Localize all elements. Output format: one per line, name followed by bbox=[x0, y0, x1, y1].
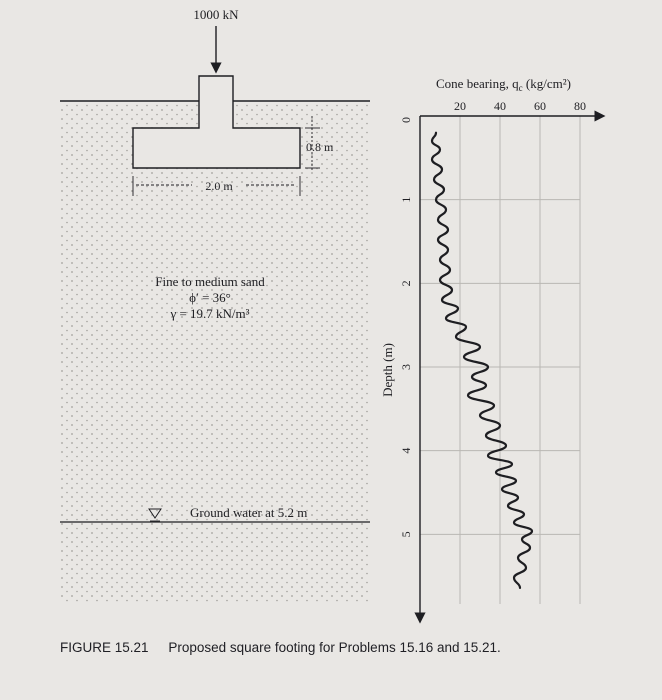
y-tick-label-0: 0 bbox=[399, 117, 413, 123]
width-label: 2.0 m bbox=[205, 179, 233, 193]
phi-label: ϕ′ = 36° bbox=[189, 290, 231, 305]
cone-bearing-chart bbox=[380, 76, 600, 618]
figure-number: FIGURE 15.21 bbox=[60, 640, 149, 655]
chart-ticks bbox=[399, 99, 586, 537]
y-tick-label-5: 5 bbox=[399, 531, 413, 538]
chart-title: Cone bearing, $q_c$ (kg/cm²) bbox=[436, 76, 571, 93]
y-tick-label-3: 3 bbox=[399, 364, 413, 370]
chart-series bbox=[432, 133, 532, 588]
y-axis-label: Depth (m) bbox=[380, 343, 395, 397]
x-tick-label-80: 80 bbox=[574, 99, 586, 113]
cone-bearing-series-0 bbox=[432, 133, 532, 588]
x-tick-label-60: 60 bbox=[534, 99, 546, 113]
x-tick-label-40: 40 bbox=[494, 99, 506, 113]
x-tick-label-20: 20 bbox=[454, 99, 466, 113]
figure-caption bbox=[60, 640, 501, 655]
sand-soil-area bbox=[60, 102, 370, 602]
y-tick-label-1: 1 bbox=[399, 196, 413, 203]
gamma-label: γ = 19.7 kN/m³ bbox=[170, 306, 250, 321]
load-label: 1000 kN bbox=[193, 7, 239, 22]
groundwater-label: Ground water at 5.2 m bbox=[190, 505, 308, 520]
soil-name: Fine to medium sand bbox=[155, 274, 265, 289]
thickness-label: 0.8 m bbox=[306, 140, 334, 154]
y-tick-label-2: 2 bbox=[399, 280, 413, 287]
figure-caption-text: Proposed square footing for Problems 15.16 and 15.21. bbox=[168, 640, 501, 655]
y-tick-label-4: 4 bbox=[399, 447, 413, 454]
